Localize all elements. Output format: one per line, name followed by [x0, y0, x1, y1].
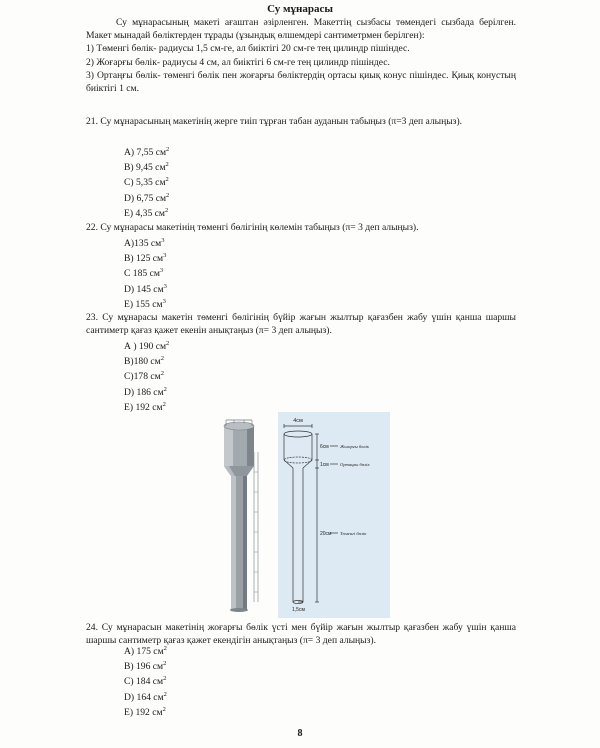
q21-option-4 — [124, 206, 169, 221]
q22-option-3 — [124, 282, 167, 297]
dim-lower-label: 20см — [320, 531, 332, 537]
option-exponent: 2 — [166, 191, 170, 199]
option-exponent: 3 — [159, 267, 164, 275]
option-exponent: 2 — [164, 206, 169, 214]
tower-3d — [224, 420, 258, 612]
option-text: А) 7,55 см — [124, 147, 167, 158]
q21-option-1 — [124, 160, 169, 175]
option-text: С 185 см — [124, 268, 160, 280]
label-lower-part: Төменгі бөлік — [340, 531, 367, 536]
q22-option-0 — [124, 236, 167, 251]
intro-text — [86, 16, 516, 95]
option-exponent: 3 — [162, 297, 166, 305]
dim-upper-label: 6см — [320, 444, 329, 450]
option-text: В)180 см — [124, 356, 161, 368]
q22-option-4 — [124, 297, 167, 312]
option-text: С)178 см — [124, 371, 161, 383]
question-22-options — [124, 236, 167, 312]
dim-top-label: 4см — [293, 418, 303, 424]
q23-option-2 — [124, 369, 169, 384]
option-exponent: 3 — [161, 237, 165, 244]
label-middle-part: Ортаңғы бөлік — [340, 462, 370, 467]
intro-item-3: 3) Ортаңғы бөлік- төменгі бөлік пен жоғарғы бөліктердің ортасы қиық конус пішіндес. Қиық конустың биіктігі 1 см. — [86, 69, 516, 95]
water-tower-illustration — [214, 412, 390, 618]
option-exponent: 2 — [166, 340, 170, 347]
q24-option-2 — [124, 674, 167, 689]
option-exponent: 2 — [160, 370, 164, 378]
question-21-options — [124, 145, 169, 221]
option-exponent: 2 — [160, 355, 164, 363]
option-text: Е) 4,35 см — [124, 207, 165, 219]
option-text: А ) 190 см — [124, 341, 167, 352]
option-text: D) 6,75 см — [124, 192, 167, 204]
option-text: С) 5,35 см — [124, 177, 166, 189]
option-text: В) 9,45 см — [124, 162, 166, 174]
option-text: Е) 192 см — [124, 706, 163, 718]
option-exponent: 2 — [163, 675, 167, 683]
intro-item-2: 2) Жоғарғы бөлік- радиусы 4 см, ал биіктігі 6 см-ге тең цилиндр пішіндес. — [86, 56, 390, 68]
option-exponent: 2 — [162, 705, 166, 713]
option-exponent: 2 — [166, 146, 170, 153]
option-text: D) 186 см — [124, 386, 164, 398]
q24-option-1 — [124, 659, 167, 674]
option-exponent: 2 — [163, 385, 167, 393]
question-24-text: 24. Су мұнарасын макетінің жоғарғы бөлік үсті мен бүйір жағын жылтыр қағазбен жабу үшін қанша шаршы сантиметр қағаз қажет екендігін анықтаңыз (π= 3 деп алыңыз). — [86, 622, 516, 647]
intro-paragraph: Су мұнарасының макеті ағаштан әзірленген. Макеттің сызбасы төмендегі сызбада берілген. Макет мынадай бөліктерден тұрады (ұзындық өлшемдері сантиметрмен берілген): — [86, 17, 516, 42]
schematic-panel — [278, 412, 390, 618]
question-21-text: 21. Су мұнарасының макетінің жерге тиіп тұрған табан ауданын табыңыз (π=3 деп алыңыз). — [86, 116, 463, 127]
option-exponent: 2 — [163, 645, 167, 652]
dim-base-label: 1,5см — [292, 607, 305, 613]
q21-option-0 — [124, 145, 169, 160]
q23-option-1 — [124, 354, 169, 369]
option-text: А)135 см — [124, 238, 162, 249]
option-exponent: 2 — [165, 176, 169, 184]
q21-option-3 — [124, 191, 169, 206]
option-text: D) 164 см — [124, 691, 164, 703]
question-22 — [86, 221, 516, 234]
option-text: В) 196 см — [124, 661, 164, 673]
q23-option-4 — [124, 400, 169, 415]
page-title: Су мұнарасы — [267, 3, 333, 15]
question-23-text: 23. Су мұнарасы макетін төменгі бөлігінің бүйір жағын жылтыр қағазбен жабу үшін қанша шаршы сантиметр қағаз қажет екенін анықтаңыз (π= 3 деп алыңыз). — [86, 312, 516, 337]
label-upper-part: Жоғарғы бөлік — [340, 444, 369, 449]
dim-middle-label: 1см — [320, 462, 329, 468]
option-text: Е) 155 см — [124, 298, 163, 310]
option-text: D) 145 см — [124, 283, 164, 295]
question-21 — [86, 115, 516, 128]
q22-option-2 — [124, 266, 167, 281]
question-23 — [86, 311, 516, 338]
option-exponent: 2 — [165, 161, 169, 169]
q24-option-4 — [124, 705, 167, 720]
option-text: С) 184 см — [124, 676, 164, 688]
page-number: 8 — [297, 728, 303, 739]
option-text: Е) 192 см — [124, 401, 163, 413]
question-24-options — [124, 644, 167, 720]
q24-option-3 — [124, 690, 167, 705]
option-exponent: 3 — [163, 282, 167, 290]
q22-option-1 — [124, 251, 167, 266]
option-text: В) 125 см — [124, 253, 164, 265]
q24-option-0 — [124, 644, 167, 659]
question-23-options — [124, 339, 169, 415]
water-tower-figure — [214, 412, 390, 618]
q23-option-0 — [124, 339, 169, 354]
q21-option-2 — [124, 175, 169, 190]
option-exponent: 2 — [163, 660, 167, 668]
question-22-text: 22. Су мұнарасы макетінің төменгі бөлігінің көлемін табыңыз (π= 3 деп алыңыз). — [86, 222, 419, 233]
intro-item-1: 1) Төменгі бөлік- радиусы 1,5 см-ге, ал биіктігі 20 см-ге тең цилиндр пішіндес. — [86, 43, 410, 55]
option-exponent: 3 — [163, 252, 167, 260]
q23-option-3 — [124, 385, 169, 400]
option-exponent: 2 — [163, 690, 167, 698]
option-text: А) 175 см — [124, 646, 164, 657]
option-exponent: 2 — [162, 400, 166, 408]
